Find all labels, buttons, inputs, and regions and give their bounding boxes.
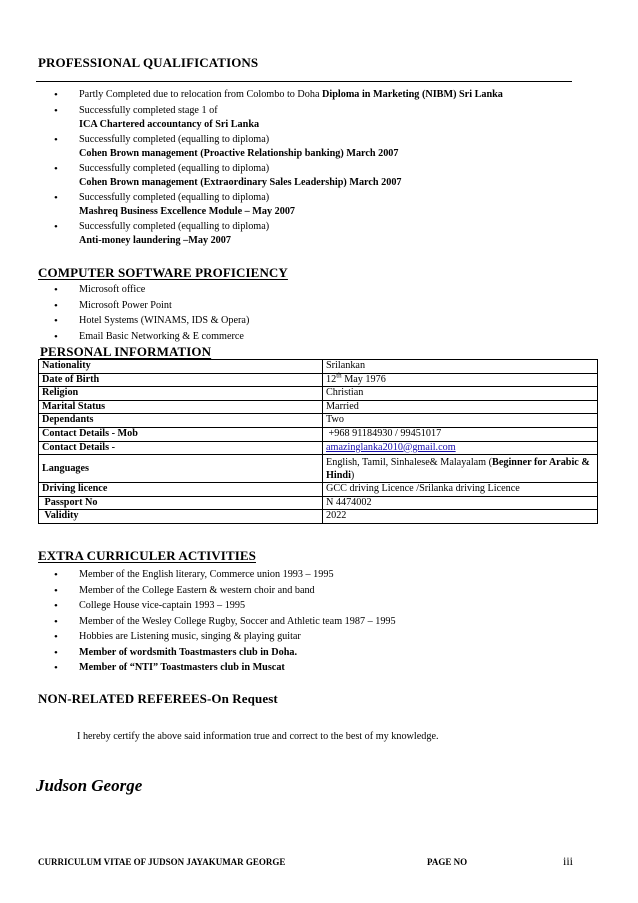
bullet-icon: • xyxy=(54,600,58,612)
cv-page: PROFESSIONAL QUALIFICATIONS • Partly Completed due to relocation from Colombo to Doha Diploma in Marketing (NIBM) Sri Lanka • Successfully completed stage 1 of ICA Chartered accountancy of Sri Lanka • Successfully completed (equalling to diploma) Cohen Brown management (Proactive Relationship banking) March 2007 • Successfully completed (equalling to diploma) Cohen Brown management (Extraordinary Sales Leadership) March 2007 • Successfully completed (equalling to diploma) Mashreq Business Excellence Module – May 2007 • Successfully completed (equalling to diploma) Anti-money laundering –May 2007 COMPUTER SOFTWARE PROFICIENCY • Microsoft office • Microsoft Power Point • Hotel Systems (WINAMS, IDS & Opera) • Email Basic Networking & E commerce PERSONAL INFORMATION Nationality Srilankan Date of Birth 12th May 1976 Religion Christian Marital Status Married Dependants Two Contact Details - Mob +968 91184930 / 99451017 Contact Details - amazinglanka2010@gmail.com Languages English, Tamil, Sinhalese& Malayalam (Beginner for Arabic & Hindi) Driving licence GCC driving Licence /Srilanka driving Licence Passport No N 4474002 Validity 2022 EXTRA CURRICULER ACTIVITIES • Member of the English literary, Commerce union 1993 – 1995 • Member of the College Eastern & western choir and band • College House vice-captain 1993 – 1995 • Member of the Wesley College Rugby, Soccer and Athletic team 1987 – 1995 • Hobbies are Listening music, singing & playing guitar • Member of wordsmith Toastmasters club in Doha. • Member of “NTI” Toastmasters club in Muscat NON-RELATED REFEREES-On Request I hereby certify the above said information true and correct to the best of my knowledge. Judson George CURRICULUM VITAE OF JUDSON JAYAKUMAR GEORGE PAGE NO iii xyxy=(0,0,638,903)
section-divider xyxy=(36,81,572,82)
qualification-title: Diploma in Marketing (NIBM) Sri Lanka xyxy=(322,89,503,100)
row-value: N 4474002 xyxy=(323,496,598,510)
row-label: Marital Status xyxy=(39,400,323,414)
personal-heading: PERSONAL INFORMATION xyxy=(40,344,212,359)
row-label: Religion xyxy=(39,387,323,401)
row-label: Dependants xyxy=(39,414,323,428)
row-value: GCC driving Licence /Srilanka driving Licence xyxy=(323,483,598,497)
bullet-icon: • xyxy=(54,616,58,628)
certification-statement: I hereby certify the above said information true and correct to the best of my knowledge. xyxy=(77,731,439,742)
row-value: Married xyxy=(323,400,598,414)
table-row xyxy=(39,483,598,497)
table-row xyxy=(39,510,598,524)
row-label: Date of Birth xyxy=(39,373,323,387)
qualification-text: Successfully completed (equalling to diploma) xyxy=(79,221,270,232)
bullet-icon: • xyxy=(54,647,58,659)
qualification-title: Anti-money laundering –May 2007 xyxy=(79,235,231,246)
software-heading: COMPUTER SOFTWARE PROFICIENCY xyxy=(38,265,288,280)
row-label: Driving licence xyxy=(39,483,323,497)
table-row xyxy=(39,441,598,455)
table-row xyxy=(39,400,598,414)
bullet-icon: • xyxy=(54,331,58,343)
row-label: Passport No xyxy=(39,496,323,510)
extra-heading: EXTRA CURRICULER ACTIVITIES xyxy=(38,548,256,563)
email-link[interactable]: amazinglanka2010@gmail.com xyxy=(326,441,456,453)
qualification-text: Successfully completed stage 1 of xyxy=(79,105,218,116)
page-number: iii xyxy=(563,854,574,868)
row-value: +968 91184930 / 99451017 xyxy=(323,427,598,441)
table-row xyxy=(39,373,598,387)
bullet-icon: • xyxy=(54,221,58,233)
bullet-icon: • xyxy=(54,163,58,175)
bullet-icon: • xyxy=(54,284,58,296)
row-label: Validity xyxy=(39,510,323,524)
bullet-icon: • xyxy=(54,89,58,101)
bullet-icon: • xyxy=(54,631,58,643)
row-value xyxy=(323,441,598,455)
bullet-icon: • xyxy=(54,585,58,597)
table-row xyxy=(39,360,598,374)
qualification-title: Cohen Brown management (Proactive Relationship banking) March 2007 xyxy=(79,148,399,159)
referees-heading: NON-RELATED REFEREES-On Request xyxy=(38,691,278,706)
qualification-title: Mashreq Business Excellence Module – May 2007 xyxy=(79,206,296,217)
row-label: Languages xyxy=(39,455,323,483)
qualification-title: ICA Chartered accountancy of Sri Lanka xyxy=(79,119,260,130)
personal-info-table xyxy=(38,359,598,524)
qualification-title: Cohen Brown management (Extraordinary Sales Leadership) March 2007 xyxy=(79,177,402,188)
signature-name: Judson George xyxy=(36,776,143,795)
table-row xyxy=(39,455,598,483)
table-row xyxy=(39,496,598,510)
bullet-icon: • xyxy=(54,662,58,674)
table-row xyxy=(39,414,598,428)
footer-title: CURRICULUM VITAE OF JUDSON JAYAKUMAR GEORGE xyxy=(38,857,286,867)
bullet-icon: • xyxy=(54,300,58,312)
table-row xyxy=(39,427,598,441)
qualifications-heading: PROFESSIONAL QUALIFICATIONS xyxy=(38,55,259,70)
row-value: English, Tamil, Sinhalese& Malayalam (Beginner for Arabic & Hindi) xyxy=(323,455,598,483)
qualification-text: Partly Completed due to relocation from Colombo to Doha xyxy=(79,89,323,100)
qualification-text: Successfully completed (equalling to diploma) xyxy=(79,134,270,145)
row-value: 12th May 1976 xyxy=(323,373,598,387)
qualification-text: Successfully completed (equalling to diploma) xyxy=(79,163,270,174)
bullet-icon: • xyxy=(54,134,58,146)
bullet-icon: • xyxy=(54,105,58,117)
bullet-icon: • xyxy=(54,192,58,204)
row-value: 2022 xyxy=(323,510,598,524)
row-label: Contact Details - Mob xyxy=(39,427,323,441)
qualification-text: Successfully completed (equalling to diploma) xyxy=(79,192,270,203)
bullet-icon: • xyxy=(54,569,58,581)
row-value: Two xyxy=(323,414,598,428)
row-value: Christian xyxy=(323,387,598,401)
bullet-icon: • xyxy=(54,315,58,327)
row-label: Nationality xyxy=(39,360,323,374)
footer-page-label: PAGE NO xyxy=(427,857,468,867)
row-value: Srilankan xyxy=(323,360,598,374)
table-row xyxy=(39,387,598,401)
row-label: Contact Details - xyxy=(39,441,323,455)
